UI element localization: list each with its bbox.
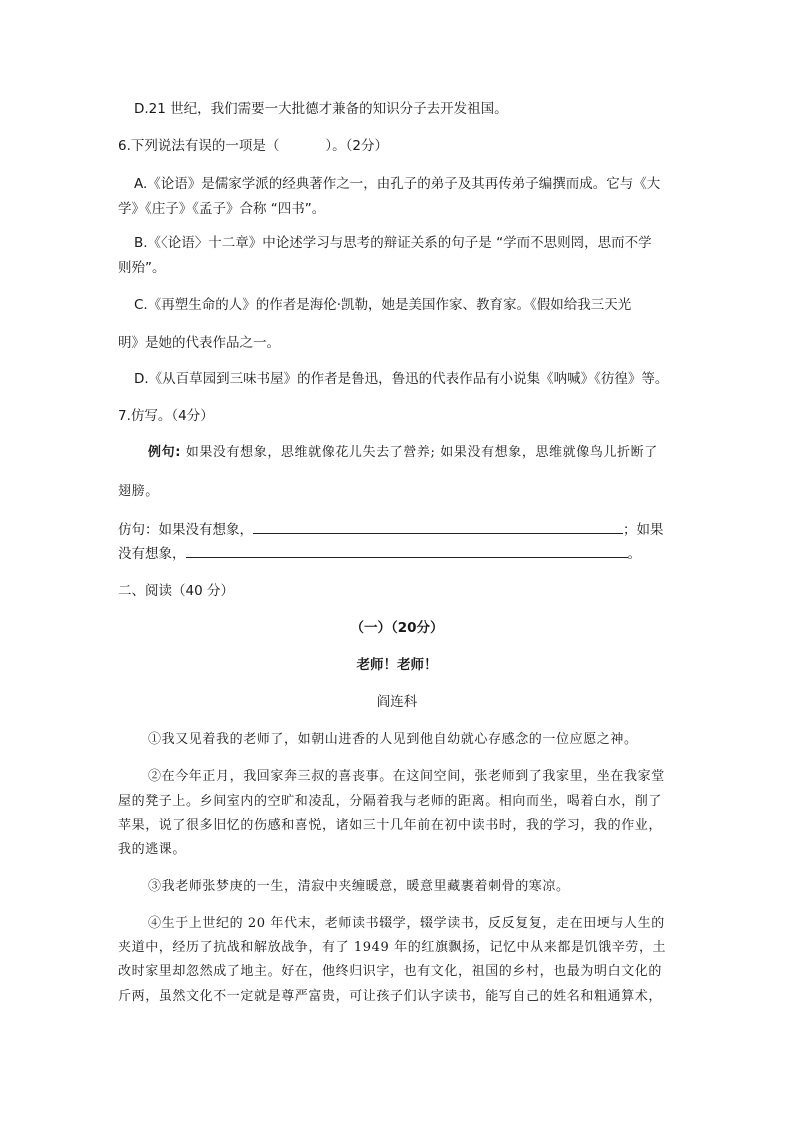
reading-part-title: （一）（20分）: [350, 620, 444, 636]
q6-stem-prefix: 6.下列说法有误的一项是（: [118, 138, 280, 154]
q7-imitate-line1: [118, 519, 664, 540]
paragraph-4-line3: 改时家里却忽然成了地主。好在，他终归识字，也有文化，祖国的乡村，也最为明白文化的: [118, 964, 663, 979]
q5-option-d: D.21 世纪，我们需要一大批德才兼备的知识分子去开发祖国。: [134, 101, 508, 117]
q7-stem: 7.仿写。（4分）: [118, 408, 214, 424]
q6-option-c-line2: 明》是她的代表作品之一。: [118, 335, 280, 351]
paragraph-4-line1: ④生于上世纪的 20 年代末，老师读书辍学，辍学读书，反反复复，走在田埂与人生的: [148, 916, 665, 931]
paragraph-1: ①我又见着我的老师了，如朝山进香的人见到他自幼就心存感念的一位应愿之神。: [148, 732, 638, 747]
q6-option-b-line1: B.《〈论语〉十二章》中论述学习与思考的辩证关系的句子是 “学而不思则罔，思而不学: [134, 235, 652, 251]
q7-imitate-label: 仿句：如果没有想象，: [118, 522, 253, 538]
paragraph-4-line4: 斤两，虽然文化不一定就是尊严富贵，可让孩子们认字读书，能写自己的姓名和粗通算术，: [118, 989, 663, 1004]
paragraph-2-line2: 屋的凳子上。乡间室内的空旷和凌乱，分隔着我与老师的距离。相向而坐，喝着白水，削了: [118, 794, 663, 809]
article-author: 阎连科: [376, 694, 418, 710]
q6-option-b-line2: 则殆”。: [118, 260, 166, 276]
q6-stem-suffix: ）。（2分）: [325, 138, 388, 154]
q7-imitate-line2: [118, 543, 641, 564]
paragraph-2-line3: 苹果，说了很多旧忆的伤感和喜悦，诸如三十几年前在初中读书时，我的学习，我的作业，: [118, 818, 663, 833]
article-title: 老师！老师！: [356, 657, 438, 673]
q6-stem: [118, 136, 388, 156]
imitate-blank-1[interactable]: [253, 519, 623, 534]
paragraph-2-line4: 我的逃课。: [118, 842, 187, 857]
q7-example-line2: 翅膀。: [118, 484, 159, 499]
q6-option-d: D.《从百草园到三味书屋》的作者是鲁迅，鲁迅的代表作品有小说集《呐喊》《彷徨》等。: [134, 371, 669, 387]
q7-example-line1: [148, 443, 658, 463]
q7-example-text: 如果没有想象，思维就像花儿失去了營养; 如果没有想象，思维就像鸟儿折断了: [181, 445, 658, 460]
q6-option-c-line1: C.《再塑生命的人》的作者是海伦·凯勒，她是美国作家、教育家。《假如给我三天光: [134, 297, 632, 313]
reading-heading: 二、阅读（40 分）: [118, 583, 234, 599]
imitate-blank-2[interactable]: [186, 543, 628, 558]
paragraph-4-line2: 夹道中，经历了抗战和解放战争，有了 1949 年的红旗飘扬，记忆中从来都是饥饿辛劳，土: [118, 940, 667, 955]
q7-imitate-mid: ；如果: [623, 522, 664, 538]
paragraph-3: ③我老师张梦庚的一生，清寂中夹缠暖意，暖意里藏裹着刺骨的寒凉。: [148, 879, 570, 894]
q7-imitate-line2-label: 没有想象，: [118, 546, 186, 562]
q6-option-a-line2: 学》《庄子》《孟子》合称 “四书”。: [118, 201, 326, 217]
paragraph-2-line1: ②在今年正月，我回家奔三叔的喜丧事。在这间空间，张老师到了我家里，坐在我家堂: [148, 769, 665, 784]
q7-imitate-end: 。: [627, 546, 641, 562]
q7-example-label: 例句:: [148, 445, 181, 460]
q6-option-a-line1: A.《论语》是儒家学派的经典著作之一，由孔子的弟子及其再传弟子编撰而成。它与《大: [134, 176, 661, 192]
